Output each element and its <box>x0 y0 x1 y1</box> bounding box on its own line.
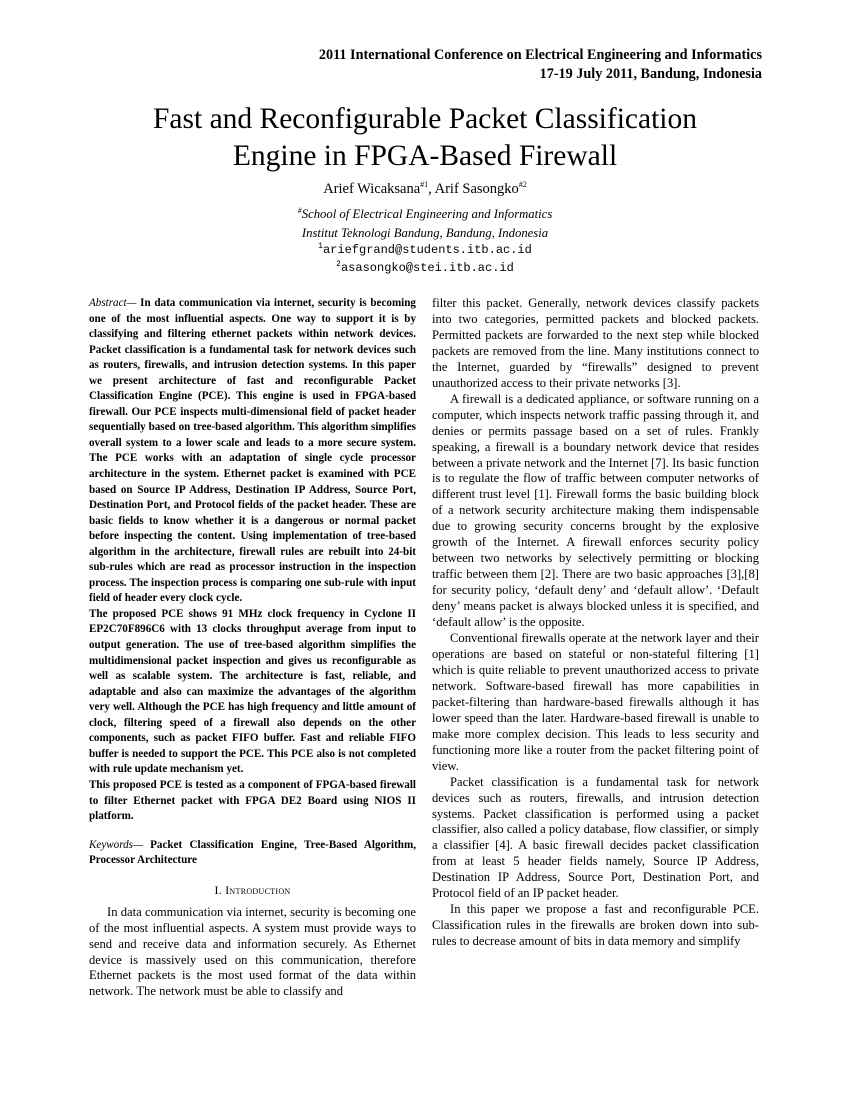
abstract-paragraph-2: The proposed PCE shows 91 MHz clock frequency in Cyclone II EP2C70F896C6 with 13 clocks throughput average from input to output generation. The use of tree-based algorithm simplifies the multidimensional packet inspection and gives us reconfigurable as well as scalable system. The architecture is fast, reliable, and adaptable and also can maximize the advantages of the algorithm very well. Although the PCE has high frequency and little amount of clock, filtering speed of a firewall also depends on the other components, such as packet FIFO buffer. Fast and reliable FIFO buffer is needed to support the PCE. This PCE also is not completed with rule update mechanism yet. <box>89 607 416 776</box>
section-title: Introduction <box>225 882 291 897</box>
author-separator: , <box>428 181 435 197</box>
section-heading <box>89 883 416 899</box>
affiliation-mark: # <box>297 205 302 215</box>
author-1-mark: #1 <box>420 180 429 190</box>
email-1-line <box>0 241 850 259</box>
author-2-mark: #2 <box>518 180 527 190</box>
affiliation <box>0 205 850 243</box>
keywords-dash: — <box>132 838 143 851</box>
keywords-text: Packet Classification Engine, Tree-Based Algorithm, Processor Architecture <box>89 838 416 867</box>
keywords-label: Keywords <box>89 838 133 851</box>
intro-paragraph-1: In data communication via internet, security is becoming one of the most influential aspects. A system must provide ways to send and receive data and information securely. As Ethernet device is massively used on this communication, therefore Ethernet packets is the most used format of the data within network. The network must be able to classify and <box>89 904 416 999</box>
paper-title <box>0 101 850 175</box>
affiliation-institute: Institut Teknologi Bandung, Bandung, Indonesia <box>301 226 549 240</box>
author-1: Arief Wicaksana <box>323 181 421 197</box>
conference-header <box>319 46 762 84</box>
abstract-paragraph-3: This proposed PCE is tested as a component of FPGA-based firewall to filter Ethernet packet with FPGA DE2 Board using NIOS II platform. <box>89 778 416 823</box>
abstract-dash: — <box>126 297 137 309</box>
right-column <box>432 296 759 950</box>
title-line-2: Engine in FPGA-Based Firewall <box>232 140 618 172</box>
title-line-1: Fast and Reconfigurable Packet Classification <box>153 103 697 135</box>
abstract-label: Abstract <box>89 297 127 309</box>
email-1-mark: 1 <box>318 242 323 251</box>
abstract-paragraph-1: In data communication via internet, security is becoming one of the most influential aspects. One way to support it is by classifying and filtering ethernet packets within network devices. Packet classification is a fundamental task for network devices such as routers, firewalls, and intrusion detection systems. In this paper we present architecture of fast and reconfigurable Packet Classification Engine (PCE). This engine is used in FPGA-based firewall. Our PCE inspects multi-dimensional field of packet header sequentially based on tree-based algorithm. This algorithm simplifies overall system to a lower scale and leads to a more secure system. The PCE works with an adaptation of single cycle processor architecture in the system. Ethernet packet is examined with PCE based on Source IP Address, Destination IP Address, Source Port, Destination Port, and Protocol fields of the packet header. These are basic fields to know whether it is a dangerous or normal packet before inspecting the content. Using implementation of tree-based algorithm in the architecture, firewall rules are rebuilt into 24-bit sub-rules which are read as processor instruction in the inspection process. The inspection process is comparing one sub-rule with input field of header every clock cycle. <box>89 297 416 605</box>
author-2: Arif Sasongko <box>434 181 519 197</box>
left-column <box>89 296 416 1000</box>
email-2-mark: 2 <box>336 260 341 269</box>
email-2-line <box>0 259 850 277</box>
conference-name: 2011 International Conference on Electrical Engineering and Informatics <box>318 47 762 63</box>
section-number: I. <box>214 882 222 897</box>
keywords <box>89 838 416 869</box>
intro-paragraph-1-continued: filter this packet. Generally, network devices classify packets into two categories, permitted packets and blocked packets. Permitted packets are forwarded to the next step while blocked packets are removed from the line. Many institutions connect to the Internet, guarded by “firewalls” designed to prevent unauthorized access to their private networks [3]. <box>432 296 759 390</box>
intro-paragraph-5: In this paper we propose a fast and reconfigurable PCE. Classification rules in the firewalls are broken down into sub-rules to decrease amount of bits in data memory and simplify <box>432 902 759 949</box>
affiliation-school: School of Electrical Engineering and Informatics <box>301 207 553 221</box>
conference-date-location: 17-19 July 2011, Bandung, Indonesia <box>539 66 762 82</box>
intro-paragraph-4: Packet classification is a fundamental task for network devices such as routers, firewalls, and intrusion detection systems. Packet classification is performed using a packet classifier, also called a policy database, flow classifier, or simply a classifier [4]. A basic firewall decides packet classification from at least 5 header fields namely, Source IP Address, Destination IP Address, Source Port, Destination Port, and Protocol field of an IP packet header. <box>432 774 759 901</box>
abstract <box>89 296 416 825</box>
email-2: asasongko@stei.itb.ac.id <box>340 261 514 275</box>
intro-paragraph-3: Conventional firewalls operate at the network layer and their operations are based on stateful or non-stateful filtering [1] which is quite reliable to prevent unauthorized access to private network. Software-based firewall has more capabilities in packet-filtering than hardware-based firewalls although it has lower speed than the later. Hardware-based firewall is unable to make more complex decision. This leads to less security and functioning more like a router from the packet filtering point of view. <box>432 631 759 773</box>
email-1: ariefgrand@students.itb.ac.id <box>322 243 532 257</box>
author-list <box>0 180 850 198</box>
intro-paragraph-2: A firewall is a dedicated appliance, or software running on a computer, which inspects network traffic passing through it, and denies or permits passage based on a set of rules. Frankly speaking, a firewall is a boundary network device that resides between a private network and the Internet [7]. Its basic function is to regulate the flow of traffic between computer networks of different trust level [1]. Firewall forms the basic building block of a network security architecture making them indispensable due to growing security concerns brought by the explosive growth of the Internet. A firewall enforces security policy between two networks by selectively permitting or blocking traffic between them [2]. There are two basic approaches [3],[8] for security policy, ‘default deny’ and ‘default allow’. ‘Default deny’ means packet is always blocked unless it is specified, and ‘default allow’ is the opposite. <box>432 391 759 630</box>
